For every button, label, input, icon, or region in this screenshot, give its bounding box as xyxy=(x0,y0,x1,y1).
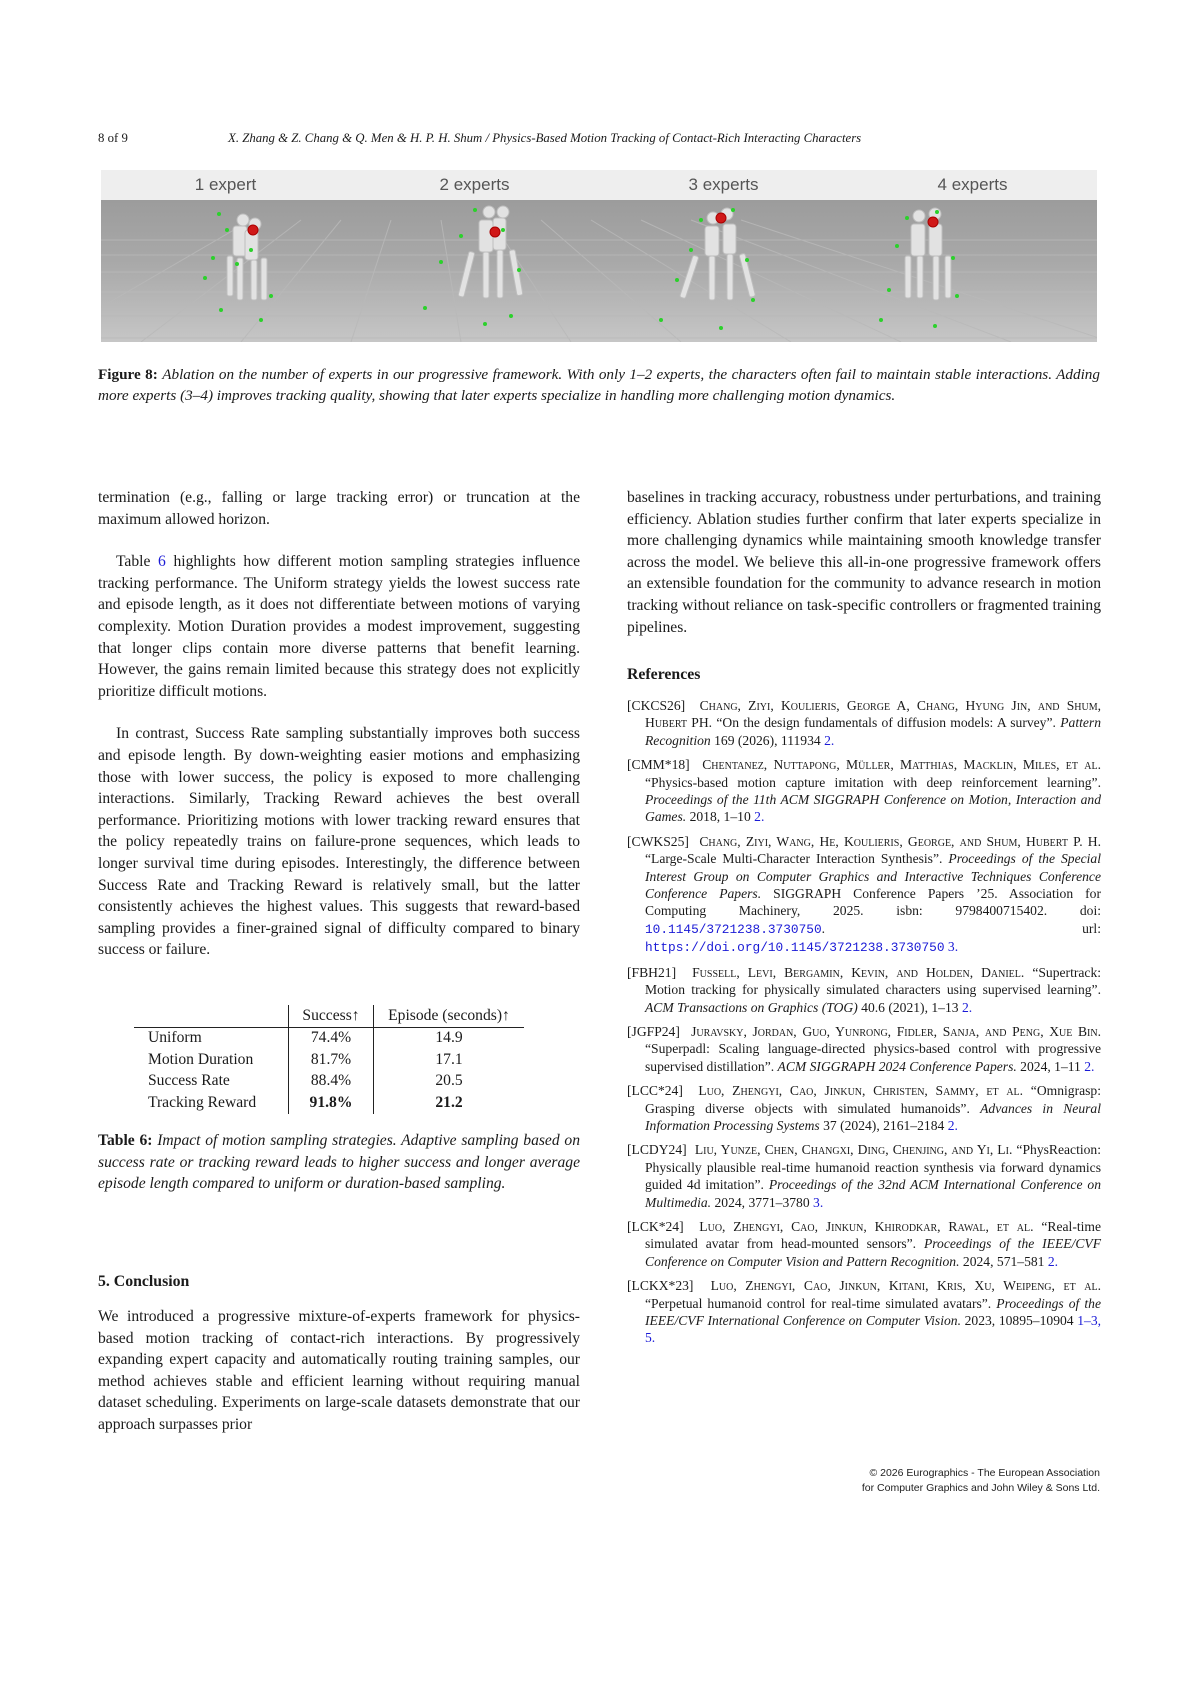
table-row xyxy=(134,1071,524,1093)
table-6-caption xyxy=(98,1130,580,1195)
reference-item: [JGFP24] Juravsky, Jordan, Guo, Yunrong, Fidler, Sanja, and Peng, Xue Bin. “Superpadl: Scaling language-directed physics-based control with progressive supervised distillation”. ACM SIGGRAPH 2024 Conference Papers. 2024, 1–11 2. xyxy=(627,1023,1101,1074)
table-row xyxy=(134,1027,524,1049)
figure-caption-label: Figure 8: xyxy=(98,366,158,383)
table-header-row xyxy=(134,1005,524,1027)
table-row xyxy=(134,1092,524,1114)
running-title: X. Zhang & Z. Chang & Q. Men & H. P. H. Shum / Physics-Based Motion Tracking of Contact-Rich Interacting Characters xyxy=(228,131,862,145)
reference-item: [LCC*24] Luo, Zhengyi, Cao, Jinkun, Christen, Sammy, et al. “Omnigrasp: Grasping diverse objects with simulated humanoids”. Advances in Neural Information Processing Systems 37 (2024), 2161–2184 2. xyxy=(627,1083,1102,1133)
table-cell: 88.4% xyxy=(289,1071,374,1093)
page-backlink[interactable]: 2. xyxy=(754,809,765,825)
figure-caption-text: Ablation on the number of experts in our progressive framework. With only 1–2 experts, the characters often fail to maintain stable interactions. Adding more experts (3–4) improves tracking quality, showing that later experts specialize in handling more challenging motion dynamics. xyxy=(98,366,1100,404)
table-cell: 21.2 xyxy=(374,1092,525,1114)
table-cell: 81.7% xyxy=(289,1049,374,1071)
references-heading: References xyxy=(627,666,701,683)
table-cell: Tracking Reward xyxy=(148,1093,257,1111)
simulation-render xyxy=(101,200,1097,342)
copyright-footer xyxy=(700,1466,1100,1496)
reference-item: [LCK*24] Luo, Zhengyi, Cao, Jinkun, Khirodkar, Rawal, et al. “Real-time simulated avatar from head-mounted sensors”. Proceedings of the IEEE/CVF Conference on Computer Vision and Pattern Recognition. 2024, 571–581 2. xyxy=(627,1218,1102,1269)
table-header-cell: Success↑ xyxy=(289,1005,374,1027)
table-cell: 74.4% xyxy=(289,1027,374,1049)
section-heading: 5. Conclusion xyxy=(98,1273,190,1290)
table-caption-label: Table 6: xyxy=(98,1132,153,1149)
paragraph: baselines in tracking accuracy, robustness under perturbations, and training efficiency. Ablation studies further confirm that later experts specialize in more challenging dynamics while maintaining smooth knowledge transfer across the model. We believe this all-in-one progressive framework offers an extensible foundation for the community to advance research in motion tracking without reliance on task-specific controllers or fragmented training pipelines. xyxy=(627,489,1101,636)
page-number: 8 of 9 xyxy=(98,131,128,145)
table-cell: Success Rate xyxy=(148,1072,230,1090)
panel-label-3: 3 experts xyxy=(688,175,759,194)
table-cell: Motion Duration xyxy=(148,1050,254,1068)
reference-item: [CKCS26] Chang, Ziyi, Koulieris, George A, Chang, Hyung Jin, and Shum, Hubert PH. “On the design fundamentals of diffusion models: A survey”. Pattern Recognition 169 (2026), 111934 2. xyxy=(627,698,1102,748)
paragraph: termination (e.g., falling or large tracking error) or truncation at the maximum allowed horizon. xyxy=(98,489,580,528)
page-backlink[interactable]: 2. xyxy=(947,1117,958,1133)
left-column xyxy=(98,487,580,961)
reference-item: [LCKX*23] Luo, Zhengyi, Cao, Jinkun, Kitani, Kris, Xu, Weipeng, et al. “Perpetual humanoid control for real-time simulated avatars”. Proceedings of the IEEE/CVF International Conference on Computer Vision. 2023, 10895–10904 1–3, 5. xyxy=(627,1278,1102,1346)
table-ref-link[interactable]: 6 xyxy=(158,553,166,571)
page-backlink[interactable]: 2. xyxy=(961,999,973,1015)
url-link[interactable]: https://doi.org/10.1145/3721238.3730750 xyxy=(645,940,945,956)
footer-line: for Computer Graphics and John Wiley & Sons Ltd. xyxy=(861,1482,1100,1494)
table-header-cell: Episode (seconds)↑ xyxy=(374,1005,525,1027)
reference-item: [LCDY24] Liu, Yunze, Chen, Changxi, Ding, Chenjing, and Yi, Li. “PhysReaction: Physically plausible real-time humanoid reaction synthesis via forward dynamics guided 4d imitation”. Proceedings of the 32nd ACM International Conference on Multimedia. 2024, 3771–3780 3. xyxy=(627,1142,1101,1210)
table-cell: 14.9 xyxy=(374,1027,525,1049)
panel-label-2: 2 experts xyxy=(439,175,510,194)
panel-label-1: 1 expert xyxy=(194,175,257,194)
paragraph: Table 6 highlights how different motion sampling strategies influence tracking performance. The Uniform strategy yields the lowest success rate and episode length, as it does not differentiate between motions of varying complexity. Motion Duration provides a modest improvement, suggesting that longer clips contain more diverse patterns that benefit learning. However, the gains remain limited because this strategy does not explicitly prioritize difficult motions. xyxy=(98,553,581,700)
reference-item: [FBH21] Fussell, Levi, Bergamin, Kevin, and Holden, Daniel. “Supertrack: Motion tracking for physically simulated characters using supervised learning”. ACM Transactions on Graphics (TOG) 40.6 (2021), 1–13 2. xyxy=(627,964,1102,1015)
table-6 xyxy=(134,1005,524,1114)
page-backlink[interactable]: 3. xyxy=(813,1194,824,1210)
panel-label-4: 4 experts xyxy=(937,175,1008,194)
page-backlink[interactable]: 3. xyxy=(947,939,959,955)
figure-panel-labels xyxy=(101,170,1097,200)
figure-8-caption xyxy=(98,364,1100,406)
page-backlink[interactable]: 1–3, 5. xyxy=(645,1313,1102,1346)
figure-8 xyxy=(101,170,1097,342)
table-row xyxy=(134,1049,524,1071)
page-backlink[interactable]: 2. xyxy=(1084,1058,1095,1074)
table-cell: 20.5 xyxy=(374,1071,525,1093)
page-backlink[interactable]: 2. xyxy=(824,732,835,748)
table-header-cell xyxy=(134,1005,289,1027)
reference-item: [CMM*18] Chentanez, Nuttapong, Müller, Matthias, Macklin, Miles, et al. “Physics-based motion capture imitation with deep reinforcement learning”. Proceedings of the 11th ACM SIGGRAPH Conference on Motion, Interaction and Games. 2018, 1–10 2. xyxy=(627,757,1101,825)
reference-item: [CWKS25] Chang, Ziyi, Wang, He, Koulieris, George, and Shum, Hubert P. H. “Large-Scale Multi-Character Interaction Synthesis”. Proceedings of the Special Interest Group on Computer Graphics and Interactive Techniques Conference Conference Papers. SIGGRAPH Conference Papers ’25. Association for Computing Machinery, 2025. isbn: 9798400715402. doi: 10.1145/3721238.3730750. url: https://doi.org/10.1145/3721238.3730750 3. xyxy=(627,833,1102,956)
paragraph: In contrast, Success Rate sampling substantially improves both success and episode length. By down-weighting easier motions and emphasizing those with lower success, the policy is exposed to more challenging interactions. Similarly, Tracking Reward achieves the best overall performance. Prioritizing motions with lower tracking reward ensures that the policy repeatedly trains on failure-prone sequences, which leads to longer survival time during episodes. Interestingly, the difference between Success Rate and Tracking Reward is relatively small, but the latter consistently achieves the highest values. This suggests that reward-based sampling provides a finer-grained signal of difficulty compared to binary success or failure. xyxy=(98,725,580,959)
page-backlink[interactable]: 2. xyxy=(1047,1253,1059,1269)
doi-link[interactable]: 10.1145/3721238.3730750 xyxy=(645,921,822,937)
simulation-scene-image xyxy=(101,200,1097,342)
table-cell: 91.8% xyxy=(289,1092,374,1114)
table-cell: Uniform xyxy=(148,1029,202,1047)
footer-line: © 2026 Eurographics - The European Association xyxy=(869,1467,1100,1479)
table-cell: 17.1 xyxy=(374,1049,525,1071)
reference-list xyxy=(627,697,1101,1354)
table-caption-text: Impact of motion sampling strategies. Adaptive sampling based on success rate or tracking reward leads to higher success and longer average episode length compared to uniform or duration-based sampling. xyxy=(98,1132,580,1193)
conclusion-text: We introduced a progressive mixture-of-experts framework for physics-based motion tracking of contact-rich interactions. By progressively expanding expert capacity and automatically routing training samples, our method achieves stable and efficient learning without requiring manual dataset scheduling. Experiments on large-scale datasets demonstrate that our approach surpasses prior xyxy=(98,1308,580,1433)
right-column xyxy=(627,487,1101,638)
